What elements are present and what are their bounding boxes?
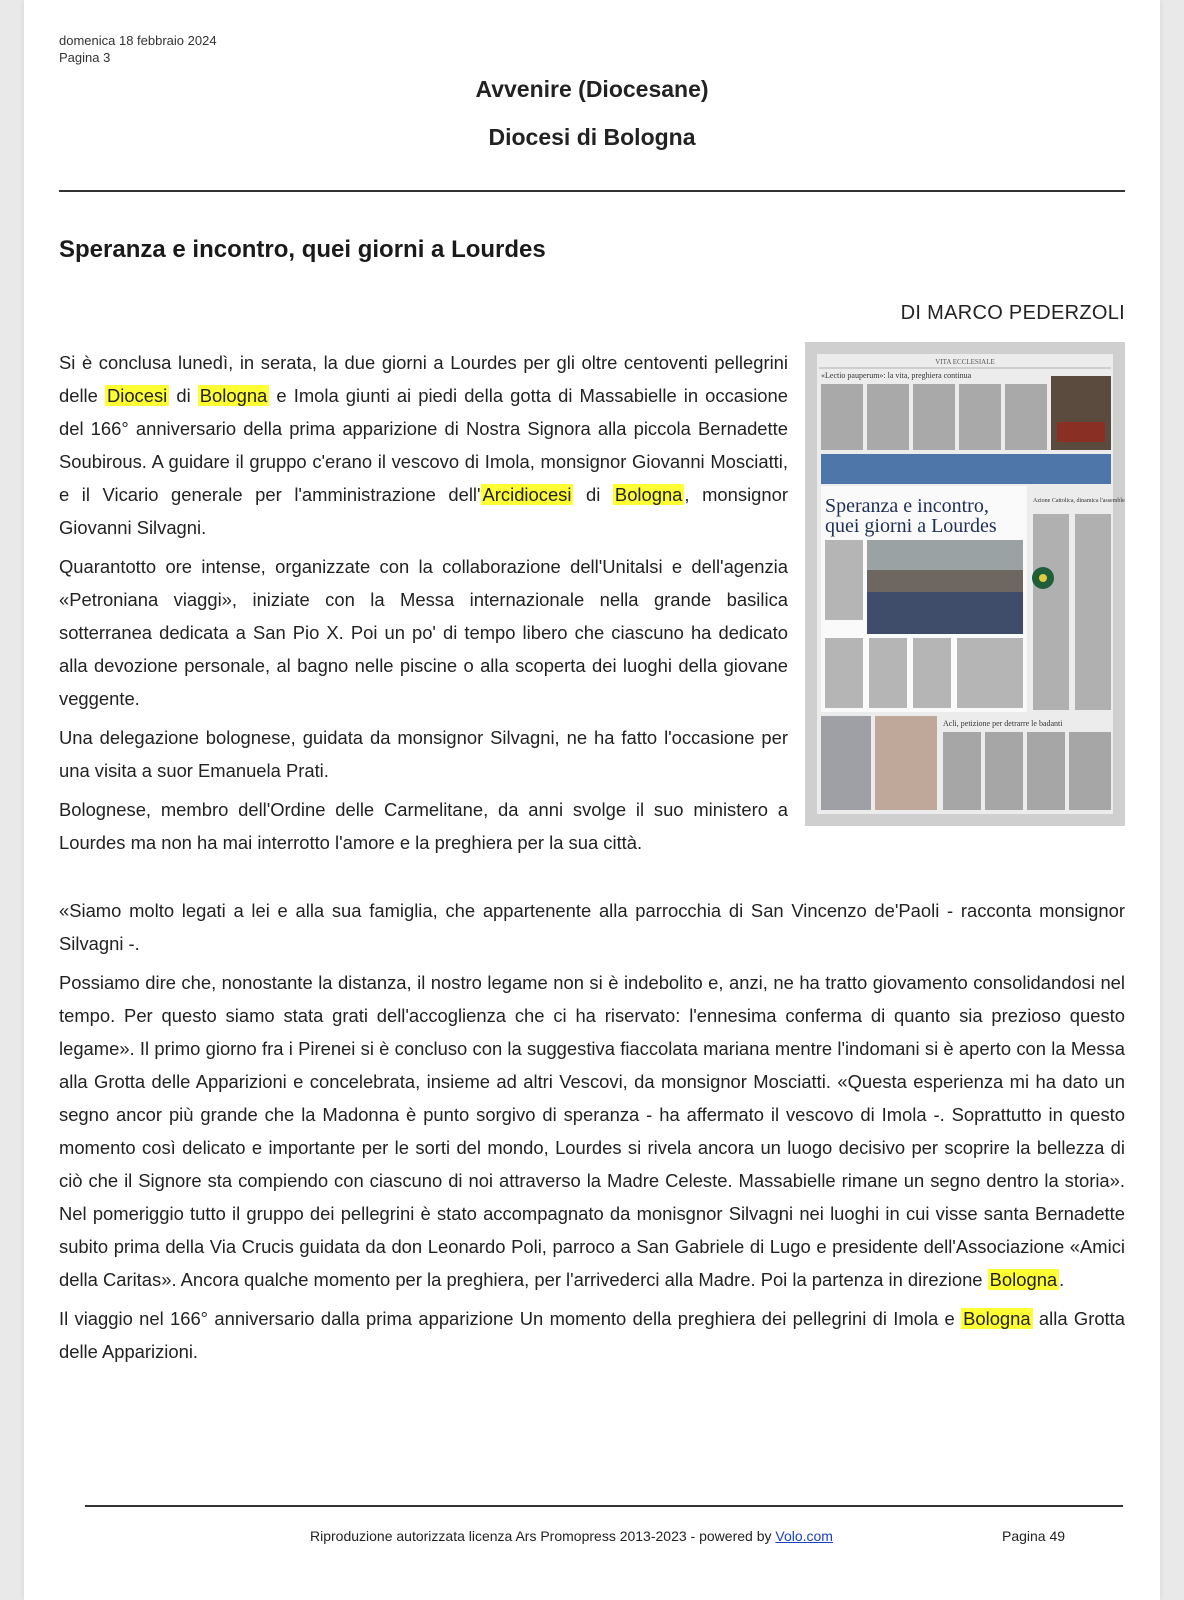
highlight-term: Bologna <box>989 1269 1058 1290</box>
clipping-headline-line1: Speranza e incontro, <box>825 495 989 517</box>
page-reference: Pagina 3 <box>59 50 111 65</box>
article-body-column <box>59 346 788 865</box>
footer-license <box>310 1528 833 1544</box>
clipping-top-head: «Lectio pauperum»: la vita, preghiera continua <box>821 371 972 380</box>
footer-page-number: Pagina 49 <box>1002 1528 1066 1544</box>
clipping-thumbnail <box>805 342 1125 826</box>
clipping-bottom-head: Acli, petizione per detrarre le badanti <box>943 719 1063 728</box>
paragraph-5: «Siamo molto legati a lei e alla sua famiglia, che appartenente alla parrocchia di San Vincenzo de'Paoli - racconta monsignor Silvagni -. <box>59 900 1125 954</box>
highlight-term: Bologna <box>199 385 268 406</box>
clipping-kicker: VITA ECCLESIALE <box>935 358 995 366</box>
highlight-term: Diocesi <box>106 385 168 406</box>
source-title: Avvenire (Diocesane) <box>475 76 709 102</box>
paragraph-2: Quarantotto ore intense, organizzate con la collaborazione dell'Unitalsi e dell'agenzia «Petroniana viaggi», iniziate con la Messa internazionale nella grande basilica sotterranea dedicata a San Pio X. Poi un po' di tempo libero che ciascuno ha dedicato alla devozione personale, al bagno nelle piscine o alla scoperta dei luoghi della giovane veggente. <box>59 556 788 709</box>
paragraph-6: Possiamo dire che, nonostante la distanza, il nostro legame non si è indebolito e, anzi, ne ha tratto giovamento consolidandosi nel tempo. Per questo siamo stata grati dell'accoglienza che ci ha riservato: l'ennesima conferma di quanto sia prezioso questo legame». Il primo giorno fra i Pirenei si è concluso con la suggestiva fiaccolata mariana mentre l'indomani si è aperto con la Messa alla Grotta delle Apparizioni e concelebrata, insieme ad altri Vescovi, da monsignor Mosciatti. «Questa esperienza mi ha dato un segno ancor più grande che la Madonna è punto sorgivo di speranza - ha affermato il vescovo di Imola -. Soprattutto in questo momento così delicato e importante per le sorti del mondo, Lourdes si rivela ancora un luogo decisivo per scoprire la bellezza di ciò che il Signore sta compiendo con ciascuno di noi attraverso la Madre Celeste. Massabielle rimane un segno dentro la storia». Nel pomeriggio tutto il gruppo dei pellegrini è stato accompagnato da monisgnor Silvagni nei luoghi in cui visse santa Bernadette subito prima della Via Crucis guidata da don Leonardo Poli, parroco a San Gabriele di Lugo e presidente dell'Associazione «Amici della Caritas». Ancora qualche momento per la preghiera, per l'arrivederci alla Madre. Poi la partenza in direzione Bologna . <box>59 972 1125 1290</box>
volo-link[interactable]: Volo.com <box>775 1528 833 1544</box>
document-page <box>24 0 1160 1600</box>
highlight-term: Bologna <box>614 484 683 505</box>
publication-date: domenica 18 febbraio 2024 <box>59 33 217 48</box>
clipping-blue-banner <box>821 454 1111 484</box>
paragraph-7: Il viaggio nel 166° anniversario dalla prima apparizione Un momento della preghiera dei pellegrini di Imola e Bologna alla Grotta delle Apparizioni. <box>59 1308 1125 1362</box>
clipping-side-head: Azione Cattolica, dinamica l'assemblea <box>1033 498 1125 504</box>
publication-date-block <box>59 32 217 66</box>
highlight-term: Arcidiocesi <box>482 484 572 505</box>
highlight-term: Bologna <box>963 1308 1031 1329</box>
paragraph-3: Una delegazione bolognese, guidata da monsignor Silvagni, ne ha fatto l'occasione per una visita a suor Emanuela Prati. <box>59 727 788 781</box>
header-divider <box>59 190 1125 192</box>
article-body-full <box>59 894 1125 1374</box>
clipping-headline-line2: quei giorni a Lourdes <box>825 515 997 537</box>
article-author: DI MARCO PEDERZOLI <box>900 302 1125 324</box>
footer-divider <box>85 1505 1123 1507</box>
newspaper-clipping-image <box>805 342 1125 826</box>
clipping-hands-photo <box>875 716 937 810</box>
paragraph-1: Si è conclusa lunedì, in serata, la due giorni a Lourdes per gli oltre centoventi pellegrini delle Diocesi di Bologna e Imola giunti ai piedi della gotta di Massabielle in occasione del 166° anniversario della prima apparizione di Nostra Signora alla piccola Bernadette Soubirous. A guidare il gruppo c'erano il vescovo di Imola, monsignor Giovanni Mosciatti, e il Vicario generale per l'amministrazione dell' Arcidiocesi di Bologna , monsignor Giovanni Silvagni. <box>59 352 788 538</box>
article-headline: Speranza e incontro, quei giorni a Lourdes <box>59 236 546 263</box>
section-title: Diocesi di Bologna <box>488 124 696 150</box>
paragraph-4: Bolognese, membro dell'Ordine delle Carmelitane, da anni svolge il suo ministero a Lourdes ma non ha mai interrotto l'amore e la preghiera per la sua città. <box>59 799 788 853</box>
footer-license-text: Riproduzione autorizzata licenza Ars Promopress 2013-2023 - powered by <box>310 1528 776 1544</box>
